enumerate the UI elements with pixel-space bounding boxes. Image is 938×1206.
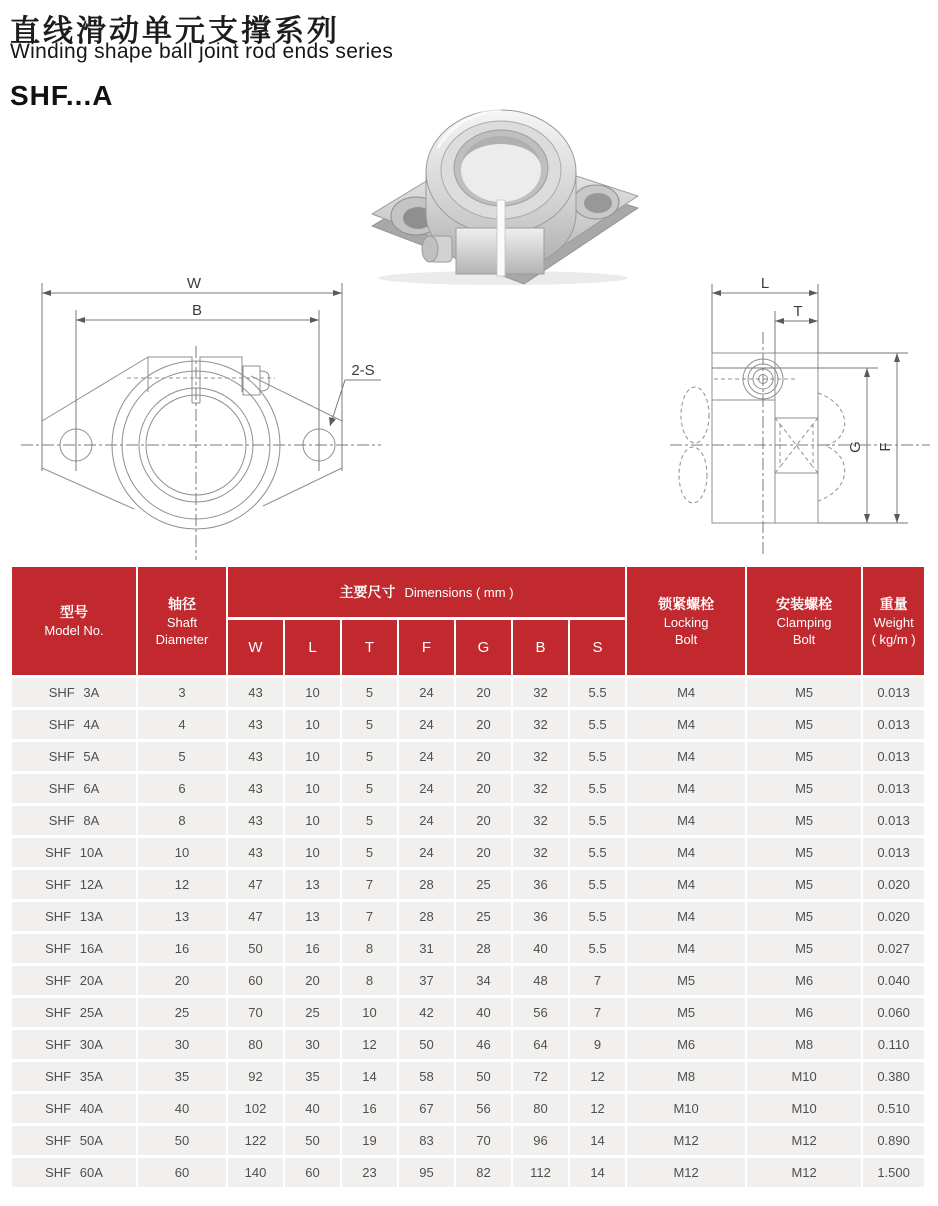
dim-label-t: T [793, 303, 803, 320]
cell-f: 24 [399, 774, 456, 806]
cell-model: SHF 16A [12, 934, 138, 966]
cell-s: 5.5 [570, 902, 627, 934]
side-view-drawing [668, 276, 934, 564]
cell-s: 5.5 [570, 838, 627, 870]
cell-w: 50 [228, 934, 285, 966]
cell-weight: 0.040 [863, 966, 926, 998]
cell-w: 43 [228, 710, 285, 742]
cell-g: 28 [456, 934, 513, 966]
cell-f: 83 [399, 1126, 456, 1158]
cell-shaft: 60 [138, 1158, 228, 1190]
col-header-dims-zh: 主要尺寸 [339, 583, 396, 600]
cell-f: 24 [399, 838, 456, 870]
table-row [12, 1030, 926, 1062]
cell-t: 5 [342, 774, 399, 806]
cell-s: 5.5 [570, 806, 627, 838]
cell-locking: M12 [627, 1126, 747, 1158]
cell-t: 5 [342, 678, 399, 710]
cell-t: 8 [342, 966, 399, 998]
cell-shaft: 50 [138, 1126, 228, 1158]
col-header-dim-g: G [456, 620, 513, 678]
spec-table-header [12, 567, 926, 678]
cell-weight: 0.110 [863, 1030, 926, 1062]
cell-shaft: 4 [138, 710, 228, 742]
cell-t: 10 [342, 998, 399, 1030]
cell-model: SHF 6A [12, 774, 138, 806]
cell-model: SHF 12A [12, 870, 138, 902]
cell-weight: 0.013 [863, 774, 926, 806]
table-row [12, 678, 926, 710]
col-header-locking-en2: Bolt [674, 631, 698, 647]
cell-s: 14 [570, 1126, 627, 1158]
cell-clamping: M5 [747, 934, 863, 966]
cell-b: 36 [513, 902, 570, 934]
cell-s: 5.5 [570, 934, 627, 966]
cell-shaft: 12 [138, 870, 228, 902]
cell-model: SHF 35A [12, 1062, 138, 1094]
spec-table [12, 567, 926, 1190]
dim-label-l: L [760, 276, 770, 292]
series-model-code: SHF...A [10, 80, 114, 111]
cell-t: 12 [342, 1030, 399, 1062]
table-row [12, 774, 926, 806]
col-header-dimensions [228, 567, 627, 620]
cell-b: 112 [513, 1158, 570, 1190]
col-header-shaft-zh: 轴径 [168, 595, 196, 612]
dim-label-f: F [877, 442, 894, 452]
cell-w: 140 [228, 1158, 285, 1190]
cell-f: 58 [399, 1062, 456, 1094]
cell-weight: 0.013 [863, 710, 926, 742]
cell-g: 40 [456, 998, 513, 1030]
cell-locking: M10 [627, 1094, 747, 1126]
cell-w: 80 [228, 1030, 285, 1062]
cell-b: 48 [513, 966, 570, 998]
cell-l: 60 [285, 1158, 342, 1190]
cell-l: 10 [285, 742, 342, 774]
cell-b: 40 [513, 934, 570, 966]
table-row [12, 1062, 926, 1094]
cell-f: 67 [399, 1094, 456, 1126]
cell-g: 20 [456, 806, 513, 838]
cell-weight: 0.380 [863, 1062, 926, 1094]
cell-g: 20 [456, 838, 513, 870]
cell-l: 13 [285, 902, 342, 934]
col-header-dim-b: B [513, 620, 570, 678]
cell-shaft: 8 [138, 806, 228, 838]
cell-l: 10 [285, 678, 342, 710]
front-part-outline [42, 357, 342, 529]
cell-s: 5.5 [570, 870, 627, 902]
cell-locking: M12 [627, 1158, 747, 1190]
col-header-weight-en: Weight [873, 614, 914, 630]
col-header-shaft-en1: Shaft [166, 614, 198, 630]
cell-shaft: 25 [138, 998, 228, 1030]
cell-weight: 0.890 [863, 1126, 926, 1158]
cell-clamping: M8 [747, 1030, 863, 1062]
cell-s: 7 [570, 998, 627, 1030]
cell-clamping: M6 [747, 998, 863, 1030]
cell-f: 50 [399, 1030, 456, 1062]
cell-clamping: M6 [747, 966, 863, 998]
cell-model: SHF 40A [12, 1094, 138, 1126]
cell-model: SHF 3A [12, 678, 138, 710]
cell-b: 36 [513, 870, 570, 902]
cell-l: 10 [285, 710, 342, 742]
cell-f: 37 [399, 966, 456, 998]
cell-t: 16 [342, 1094, 399, 1126]
cell-weight: 1.500 [863, 1158, 926, 1190]
cell-w: 122 [228, 1126, 285, 1158]
cell-locking: M4 [627, 934, 747, 966]
table-row [12, 806, 926, 838]
cell-model: SHF 4A [12, 710, 138, 742]
cell-model: SHF 30A [12, 1030, 138, 1062]
cell-shaft: 35 [138, 1062, 228, 1094]
cell-shaft: 30 [138, 1030, 228, 1062]
cell-model: SHF 25A [12, 998, 138, 1030]
cell-weight: 0.510 [863, 1094, 926, 1126]
cell-weight: 0.013 [863, 742, 926, 774]
cell-b: 32 [513, 742, 570, 774]
cell-g: 82 [456, 1158, 513, 1190]
cell-b: 72 [513, 1062, 570, 1094]
col-header-shaft [138, 567, 228, 678]
cell-clamping: M12 [747, 1126, 863, 1158]
cell-s: 12 [570, 1062, 627, 1094]
cell-t: 19 [342, 1126, 399, 1158]
cell-model: SHF 8A [12, 806, 138, 838]
cell-locking: M4 [627, 870, 747, 902]
table-row [12, 1126, 926, 1158]
cell-b: 96 [513, 1126, 570, 1158]
col-header-dim-w: W [228, 620, 285, 678]
side-dimension-lines [670, 284, 930, 556]
cell-t: 5 [342, 806, 399, 838]
cell-g: 20 [456, 742, 513, 774]
cell-w: 43 [228, 774, 285, 806]
cell-f: 24 [399, 678, 456, 710]
cell-f: 28 [399, 870, 456, 902]
cell-w: 43 [228, 678, 285, 710]
cell-f: 95 [399, 1158, 456, 1190]
col-header-model [12, 567, 138, 678]
cell-locking: M4 [627, 710, 747, 742]
cell-clamping: M5 [747, 742, 863, 774]
cell-clamping: M5 [747, 806, 863, 838]
col-header-locking-en1: Locking [663, 614, 709, 630]
shaft-support-photo [338, 88, 658, 288]
cell-w: 43 [228, 838, 285, 870]
cell-w: 47 [228, 902, 285, 934]
cell-l: 10 [285, 806, 342, 838]
cell-l: 20 [285, 966, 342, 998]
cell-weight: 0.027 [863, 934, 926, 966]
col-header-weight-zh: 重量 [879, 595, 908, 612]
cell-shaft: 13 [138, 902, 228, 934]
col-header-dim-f: F [399, 620, 456, 678]
col-header-model-zh: 型号 [60, 604, 88, 620]
table-row [12, 998, 926, 1030]
cell-f: 24 [399, 710, 456, 742]
photo-shapes [372, 110, 638, 285]
cell-shaft: 10 [138, 838, 228, 870]
col-header-clamping-en1: Clamping [776, 614, 832, 630]
cell-s: 5.5 [570, 742, 627, 774]
cell-locking: M5 [627, 998, 747, 1030]
page-title-english: Winding shape ball joint rod ends series [10, 40, 394, 63]
cell-b: 32 [513, 806, 570, 838]
dim-label-b: B [191, 302, 203, 319]
cell-t: 8 [342, 934, 399, 966]
cell-model: SHF 10A [12, 838, 138, 870]
cell-f: 24 [399, 742, 456, 774]
cell-l: 40 [285, 1094, 342, 1126]
cell-b: 32 [513, 678, 570, 710]
cell-clamping: M5 [747, 774, 863, 806]
cell-f: 42 [399, 998, 456, 1030]
table-row [12, 742, 926, 774]
cell-clamping: M10 [747, 1094, 863, 1126]
cell-t: 7 [342, 902, 399, 934]
cell-s: 9 [570, 1030, 627, 1062]
cell-g: 20 [456, 678, 513, 710]
cell-s: 5.5 [570, 678, 627, 710]
col-header-weight-unit: ( kg/m ) [871, 631, 916, 647]
cell-clamping: M5 [747, 678, 863, 710]
cell-shaft: 3 [138, 678, 228, 710]
cell-clamping: M5 [747, 902, 863, 934]
cell-l: 30 [285, 1030, 342, 1062]
product-photo [338, 88, 658, 288]
cell-w: 43 [228, 742, 285, 774]
cell-t: 5 [342, 742, 399, 774]
cell-t: 14 [342, 1062, 399, 1094]
table-row [12, 902, 926, 934]
table-row [12, 966, 926, 998]
cell-s: 14 [570, 1158, 627, 1190]
table-row [12, 870, 926, 902]
cell-shaft: 20 [138, 966, 228, 998]
cell-l: 50 [285, 1126, 342, 1158]
col-header-dims-en: Dimensions ( mm ) [404, 584, 514, 600]
cell-clamping: M5 [747, 710, 863, 742]
cell-weight: 0.060 [863, 998, 926, 1030]
cell-b: 80 [513, 1094, 570, 1126]
cell-clamping: M12 [747, 1158, 863, 1190]
cell-locking: M4 [627, 838, 747, 870]
cell-weight: 0.013 [863, 678, 926, 710]
table-row [12, 1094, 926, 1126]
cell-l: 25 [285, 998, 342, 1030]
cell-locking: M4 [627, 678, 747, 710]
cell-w: 47 [228, 870, 285, 902]
cell-g: 56 [456, 1094, 513, 1126]
cell-locking: M5 [627, 966, 747, 998]
cell-model: SHF 13A [12, 902, 138, 934]
spec-table-body [12, 678, 926, 1190]
cell-l: 35 [285, 1062, 342, 1094]
cell-g: 25 [456, 902, 513, 934]
table-row [12, 1158, 926, 1190]
cell-b: 32 [513, 838, 570, 870]
cell-weight: 0.020 [863, 870, 926, 902]
cell-g: 50 [456, 1062, 513, 1094]
cell-l: 10 [285, 774, 342, 806]
cell-weight: 0.020 [863, 902, 926, 934]
side-part-outline [679, 353, 845, 523]
table-row [12, 838, 926, 870]
cell-model: SHF 5A [12, 742, 138, 774]
cell-locking: M4 [627, 902, 747, 934]
cell-model: SHF 60A [12, 1158, 138, 1190]
col-header-clamping-bolt [747, 567, 863, 678]
cell-g: 20 [456, 774, 513, 806]
cell-model: SHF 20A [12, 966, 138, 998]
cell-clamping: M10 [747, 1062, 863, 1094]
cell-t: 5 [342, 838, 399, 870]
cell-clamping: M5 [747, 870, 863, 902]
cell-g: 25 [456, 870, 513, 902]
cell-s: 7 [570, 966, 627, 998]
cell-w: 70 [228, 998, 285, 1030]
table-row [12, 934, 926, 966]
cell-b: 56 [513, 998, 570, 1030]
cell-g: 20 [456, 710, 513, 742]
cell-locking: M4 [627, 774, 747, 806]
cell-t: 5 [342, 710, 399, 742]
col-header-weight [863, 567, 926, 678]
col-header-locking-bolt [627, 567, 747, 678]
cell-shaft: 16 [138, 934, 228, 966]
cell-w: 43 [228, 806, 285, 838]
cell-clamping: M5 [747, 838, 863, 870]
page-title-chinese: 直线滑动单元支撑系列 [10, 15, 340, 48]
cell-locking: M4 [627, 806, 747, 838]
cell-shaft: 5 [138, 742, 228, 774]
cell-g: 34 [456, 966, 513, 998]
cell-weight: 0.013 [863, 806, 926, 838]
cell-s: 12 [570, 1094, 627, 1126]
cell-locking: M8 [627, 1062, 747, 1094]
cell-w: 92 [228, 1062, 285, 1094]
col-header-shaft-en2: Diameter [155, 631, 209, 647]
cell-t: 7 [342, 870, 399, 902]
cell-w: 102 [228, 1094, 285, 1126]
cell-l: 13 [285, 870, 342, 902]
col-header-dim-l: L [285, 620, 342, 678]
col-header-locking-zh: 锁紧螺栓 [658, 595, 715, 612]
col-header-clamping-en2: Bolt [792, 631, 816, 647]
dim-label-2s: 2-S [351, 362, 375, 379]
dim-label-w: W [186, 275, 202, 292]
side-dimension-arrows [712, 290, 900, 523]
cell-f: 31 [399, 934, 456, 966]
cell-f: 28 [399, 902, 456, 934]
cell-t: 23 [342, 1158, 399, 1190]
cell-g: 46 [456, 1030, 513, 1062]
cell-b: 32 [513, 774, 570, 806]
cell-shaft: 6 [138, 774, 228, 806]
cell-l: 16 [285, 934, 342, 966]
cell-l: 10 [285, 838, 342, 870]
cell-s: 5.5 [570, 710, 627, 742]
cell-b: 64 [513, 1030, 570, 1062]
cell-w: 60 [228, 966, 285, 998]
dim-label-g: G [847, 441, 864, 453]
cell-locking: M6 [627, 1030, 747, 1062]
cell-weight: 0.013 [863, 838, 926, 870]
cell-model: SHF 50A [12, 1126, 138, 1158]
cell-f: 24 [399, 806, 456, 838]
cell-shaft: 40 [138, 1094, 228, 1126]
cell-locking: M4 [627, 742, 747, 774]
cell-g: 70 [456, 1126, 513, 1158]
col-header-dim-s: S [570, 620, 627, 678]
cell-s: 5.5 [570, 774, 627, 806]
col-header-dim-t: T [342, 620, 399, 678]
col-header-clamping-zh: 安装螺栓 [776, 595, 833, 612]
table-row [12, 710, 926, 742]
front-view-drawing [15, 270, 387, 562]
col-header-model-en: Model No. [44, 623, 104, 638]
cell-b: 32 [513, 710, 570, 742]
